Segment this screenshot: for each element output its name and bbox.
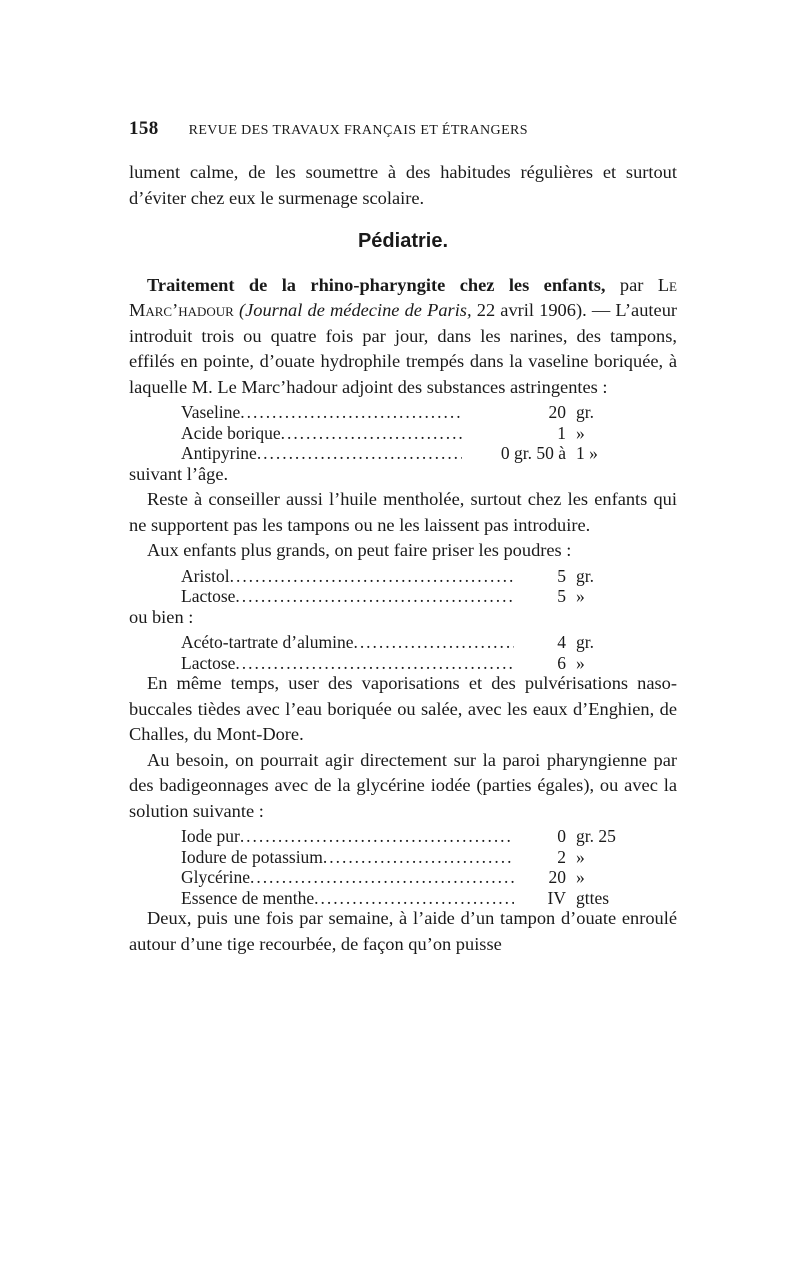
page-body [129, 160, 677, 957]
paragraph-deux: Deux, puis une fois par semaine, à l’aide d’un tampon d’ouate enroulé autour d’une tige recourbée, de façon qu’on puisse [129, 908, 677, 954]
paragraph-suivant: suivant l’âge. [129, 463, 229, 484]
article-author-pre: par [619, 274, 644, 295]
article-text: L’auteur introduit trois ou quatre fois par jour, dans les narines, des tampons, effilés en pointe, d’ouate hydrophile trempés dans la vaseline boriquée, à laquelle M. Le Marc’hadour adjoint des substances astringentes : [129, 300, 678, 397]
recipe-aristol [181, 564, 631, 605]
recipe-row [181, 421, 631, 442]
recipe-ingredient: Iode pur [181, 826, 240, 846]
running-header [129, 118, 674, 140]
recipe-quantity: 2 [557, 846, 566, 867]
recipe-quantity: 0 gr. 50 à [500, 443, 566, 463]
recipe-row [181, 845, 631, 866]
recipe-quantity: 1 [557, 422, 566, 443]
section-title: Pédiatrie. [357, 230, 449, 252]
leader-dots [257, 441, 462, 467]
paragraph-reste: Reste à conseiller aussi l’huile mentholée, surtout chez les enfants qui ne supportent pas les tampons ou ne les laissent pas introduire. [129, 489, 677, 535]
recipe-aceto-tartrate [181, 630, 631, 671]
recipe-unit: 1 » [576, 443, 598, 463]
recipe-iode [181, 824, 631, 906]
recipe-ingredient: Glycérine [181, 867, 250, 887]
recipe-unit: » [576, 422, 585, 443]
recipe-row [181, 584, 631, 605]
recipe-row [181, 630, 631, 651]
recipe-vaseline [181, 400, 631, 462]
article-journal: (Journal de médecine de Paris, [239, 300, 472, 320]
article-date: 22 avril 1906). — [476, 300, 611, 320]
recipe-row [181, 865, 631, 886]
recipe-ingredient: Vaseline [181, 402, 241, 422]
recipe-ingredient: Lactose [181, 586, 236, 606]
paragraph-aux-enfants: Aux enfants plus grands, on peut faire priser les poudres : [147, 540, 572, 560]
recipe-row [181, 886, 631, 907]
recipe-row [181, 400, 631, 421]
recipe-ingredient: Acide borique [181, 422, 281, 443]
article-title: Traitement de la rhino-pharyngite chez les enfants, [147, 274, 606, 295]
recipe-quantity: 5 [557, 586, 566, 606]
recipe-ingredient: Antipyrine [181, 443, 257, 463]
recipe-row [181, 564, 631, 585]
running-title: REVUE DES TRAVAUX FRANÇAIS ET ÉTRANGERS [188, 123, 528, 138]
page-number: 158 [129, 118, 159, 139]
recipe-unit: gr. [576, 402, 594, 422]
recipe-quantity: IV [547, 887, 566, 908]
article-author: Le Marc’hadour [129, 274, 677, 320]
recipe-unit: » [576, 867, 585, 887]
recipe-unit: » [576, 846, 585, 867]
leader-dots [235, 584, 514, 610]
recipe-unit: gr. [576, 632, 594, 652]
recipe-unit: gttes [576, 887, 610, 908]
recipe-ingredient: Acéto-tartrate d’alumine [181, 632, 354, 652]
recipe-unit: gr. [576, 565, 594, 586]
recipe-quantity: 4 [557, 632, 566, 652]
paragraph-article [129, 273, 677, 401]
recipe-quantity: 20 [548, 867, 566, 887]
recipe-ingredient: Iodure de potassium [181, 846, 323, 867]
recipe-row [181, 651, 631, 672]
paragraph-intro: lument calme, de les soumettre à des habitudes régulières et surtout d’éviter chez eux le surmenage scolaire. [129, 162, 677, 208]
recipe-ingredient: Lactose [181, 652, 236, 673]
recipe-row [181, 441, 631, 462]
recipe-unit: » [576, 586, 585, 606]
recipe-quantity: 5 [557, 565, 566, 586]
paragraph-en-meme-temps: En même temps, user des vaporisations et des pulvérisations naso-buccales tièdes avec l’eau boriquée ou salée, avec les eaux d’Enghien, de Challes, du Mont-Dore. [129, 673, 677, 744]
paragraph-au-besoin: Au besoin, on pourrait agir directement sur la paroi pharyngienne par des badigeonnages avec de la glycérine iodée (parties égales), ou avec la solution suivante : [129, 749, 677, 821]
recipe-unit: » [576, 652, 585, 673]
recipe-quantity: 0 [557, 826, 566, 846]
paragraph-ou-bien: ou bien : [129, 606, 194, 627]
recipe-ingredient: Essence de menthe [181, 887, 315, 908]
recipe-ingredient: Aristol [181, 565, 230, 586]
recipe-unit: gr. 25 [576, 826, 616, 846]
recipe-quantity: 20 [548, 402, 566, 422]
recipe-row [181, 824, 631, 845]
recipe-quantity: 6 [557, 652, 566, 673]
